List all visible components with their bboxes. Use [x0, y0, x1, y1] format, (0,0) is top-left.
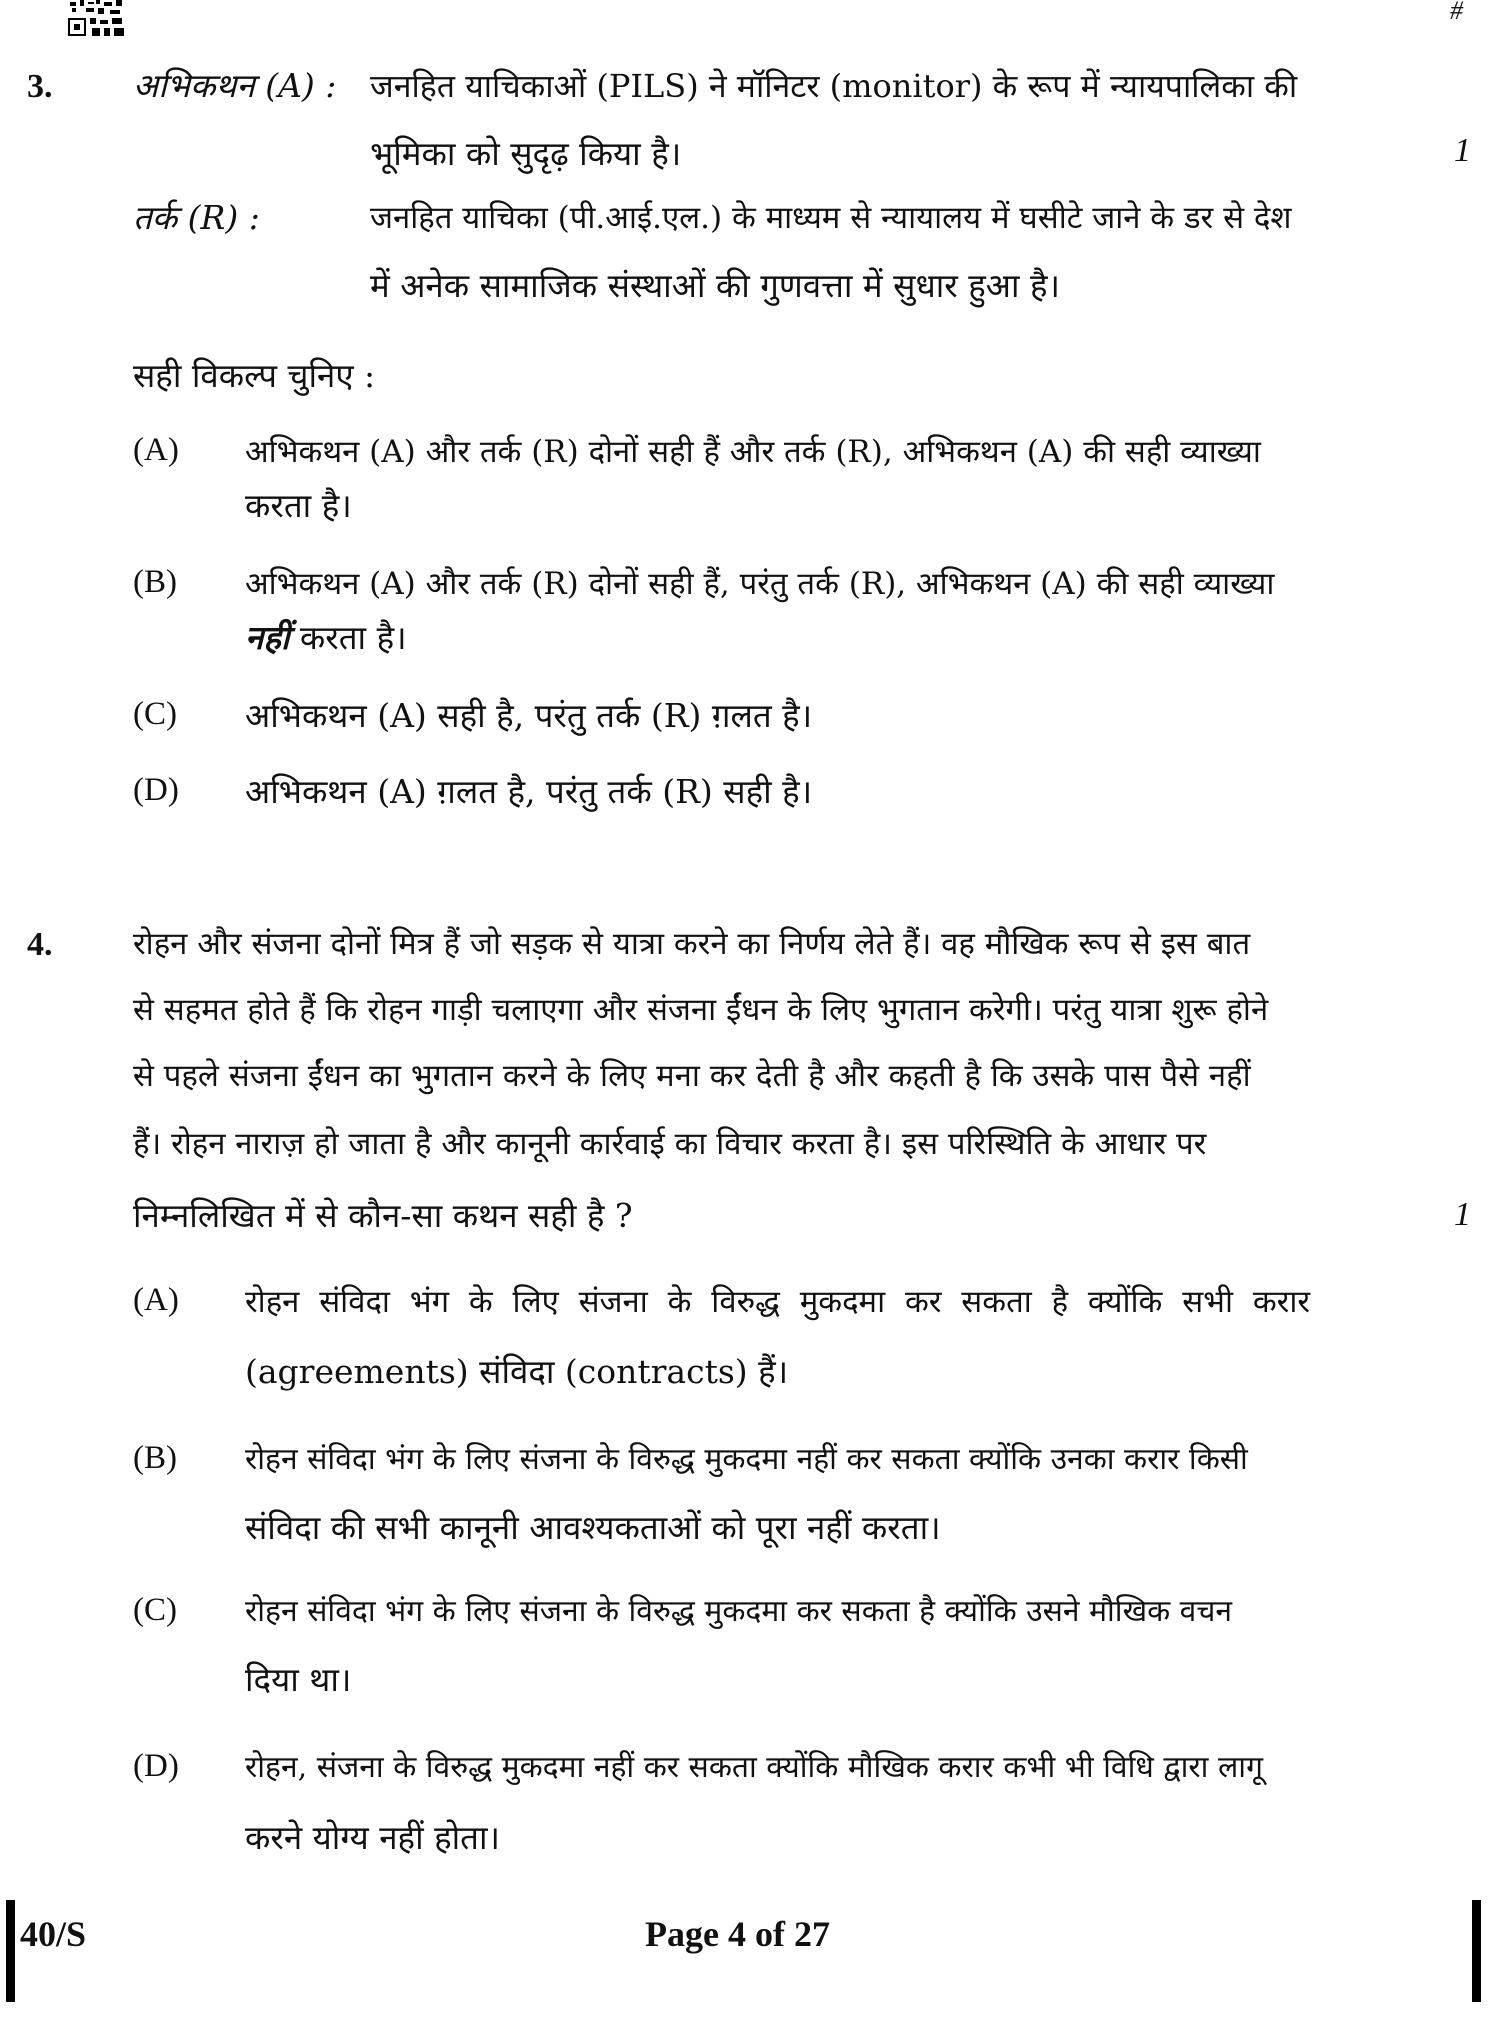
qr-code-icon — [68, 0, 126, 38]
emphasis-not: नहीं — [245, 618, 290, 657]
option-letter: (A) — [133, 1282, 179, 1318]
option-text-line1: रोहन संविदा भंग के लिए संजना के विरुद्ध मुकदमा नहीं कर सकता क्योंकि उनका करार किसी — [245, 1442, 1248, 1477]
assertion-text-line1: जनहित याचिकाओं (PILS) ने मॉनिटर (monitor) के रूप में न्यायपालिका की — [370, 67, 1298, 105]
option-text-line2: संविदा की सभी कानूनी आवश्यकताओं को पूरा नहीं करता। — [245, 1508, 941, 1547]
footer-left-bar — [6, 1900, 15, 2002]
reason-text-line1: जनहित याचिका (पी.आई.एल.) के माध्यम से न्यायालय में घसीटे जाने के डर से देश — [370, 200, 1292, 236]
option-text-line1: अभिकथन (A) और तर्क (R) दोनों सही हैं, परंतु तर्क (R), अभिकथन (A) की सही व्याख्या — [245, 566, 1275, 602]
reason-label: तर्क (R) : — [133, 198, 260, 237]
question-text-line4: हैं। रोहन नाराज़ हो जाता है और कानूनी कार्रवाई का विचार करता है। इस परिस्थिति के आधार पर — [133, 1126, 1207, 1162]
option-text-line1: अभिकथन (A) और तर्क (R) दोनों सही हैं और तर्क (R), अभिकथन (A) की सही व्याख्या — [245, 434, 1261, 470]
option-text-line1: रोहन संविदा भंग के लिए संजना के विरुद्ध मुकदमा कर सकता है क्योंकि सभी करार — [245, 1284, 1311, 1320]
option-text-line1: रोहन, संजना के विरुद्ध मुकदमा नहीं कर सकता क्योंकि मौखिक करार कभी भी विधि द्वारा लागू — [245, 1750, 1263, 1785]
option-letter: (C) — [133, 1592, 177, 1628]
option-text-line1: रोहन संविदा भंग के लिए संजना के विरुद्ध मुकदमा कर सकता है क्योंकि उसने मौखिक वचन — [245, 1594, 1233, 1629]
instruction-text: सही विकल्प चुनिए : — [133, 356, 376, 395]
option-text-line2: करता है। — [245, 486, 352, 525]
option-letter: (A) — [133, 432, 179, 468]
question-text-line1: रोहन और संजना दोनों मित्र हैं जो सड़क से यात्रा करने का निर्णय लेते हैं। वह मौखिक रूप से इस बात — [133, 926, 1251, 962]
option-letter: (B) — [133, 564, 177, 600]
question-number: 3. — [27, 68, 53, 105]
assertion-label: अभिकथन (A) : — [133, 66, 337, 105]
option-text-line2: करने योग्य नहीं होता। — [245, 1818, 501, 1857]
option-text-line2: (agreements) संविदा (contracts) हैं। — [245, 1352, 789, 1391]
paper-code: 40/S — [20, 1914, 87, 1954]
option-letter: (C) — [133, 696, 177, 732]
assertion-text-line2: भूमिका को सुदृढ़ किया है। — [370, 134, 682, 173]
option-letter: (B) — [133, 1440, 177, 1476]
option-text-line2: दिया था। — [245, 1660, 352, 1699]
question-text-line5: निम्नलिखित में से कौन-सा कथन सही है ? — [133, 1196, 633, 1235]
option-text-line1: अभिकथन (A) सही है, परंतु तर्क (R) ग़लत है। — [245, 696, 813, 735]
reason-text-line2: में अनेक सामाजिक संस्थाओं की गुणवत्ता में सुधार हुआ है। — [370, 266, 1061, 305]
question-text-line3: से पहले संजना ईंधन का भुगतान करने के लिए मना कर देती है और कहती है कि उसके पास पैसे नहीं — [133, 1058, 1251, 1094]
footer-right-bar — [1472, 1900, 1481, 2002]
option-text-line2 — [245, 618, 407, 658]
option-text-rest: करता है। — [289, 618, 407, 657]
option-text-line1: अभिकथन (A) ग़लत है, परंतु तर्क (R) सही है। — [245, 772, 813, 811]
page-hash-mark: # — [1450, 0, 1463, 25]
option-letter: (D) — [133, 772, 179, 808]
option-letter: (D) — [133, 1748, 179, 1784]
page-number: Page 4 of 27 — [645, 1914, 830, 1954]
question-marks: 1 — [1454, 1196, 1471, 1233]
question-marks: 1 — [1454, 132, 1471, 169]
question-number: 4. — [27, 926, 53, 963]
question-text-line2: से सहमत होते हैं कि रोहन गाड़ी चलाएगा और संजना ईंधन के लिए भुगतान करेगी। परंतु यात्रा शुरू होने — [133, 992, 1269, 1028]
